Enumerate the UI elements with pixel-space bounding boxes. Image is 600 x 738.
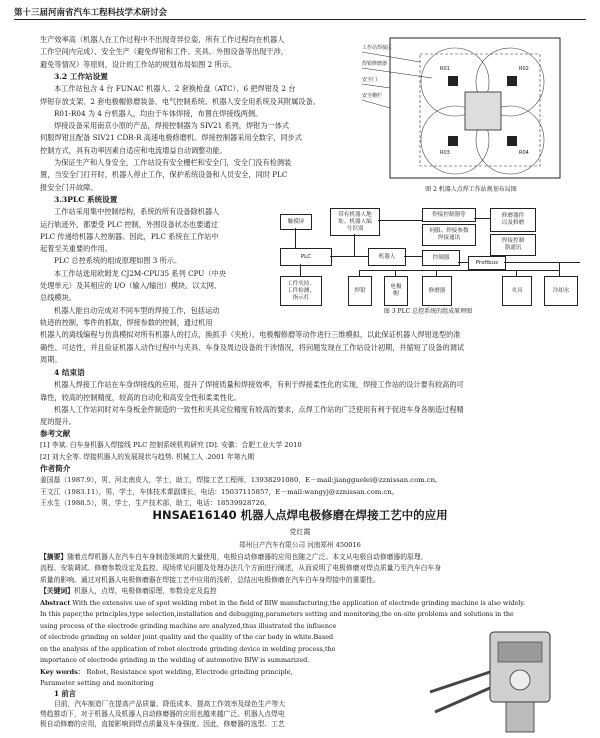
abstract-cn-line (40, 552, 560, 563)
abstract-cn (40, 552, 560, 598)
connector (395, 270, 396, 276)
text-line: PLC 传递给机器人控制器。因此，PLC 系统在工作站中 (40, 231, 219, 241)
header-rule (14, 19, 586, 20)
connector (330, 256, 368, 257)
abstract-cn-line: 质量的影响。通过对机器人电极修磨器在焊接工艺中应用的浅析，总结出电极修磨在汽车白车身焊接中的重要性。 (40, 575, 380, 584)
text-line: 周期。 (40, 354, 62, 364)
abstract-en-label: Abstract (40, 599, 71, 607)
fig3-weld-comm: 焊接控制 器通讯 (490, 234, 536, 256)
weld-gun-arm (435, 688, 490, 712)
text-line: 势趋推动下，对于机器人及机器人自动修磨器的应用也越来越广泛。机器人点焊电 (40, 710, 285, 718)
text-line: 处理单元）及其相应的 I/O（输入/输出）模块、以太网、 (40, 281, 222, 291)
section-heading: 1 前言 (54, 689, 76, 698)
connector (559, 262, 560, 276)
text-line: 控制方式，具有功率因素自适应和电流增益自动调整功能。 (40, 145, 227, 155)
author-item: 王水生（1988.5），男，学士，生产技术部，助工，电话：18539928726。 (40, 499, 272, 508)
connector (458, 262, 468, 263)
connector (516, 270, 517, 276)
text-line: 报安全门开故障。 (40, 182, 98, 192)
fig2-label: 安全栅栏 (362, 93, 383, 99)
text-line: 总线模块。 (40, 293, 76, 303)
keywords-cn-text: 机器人，点焊，电极修磨原理，参数设定及监控 (73, 587, 217, 596)
text-line: 置，当安全门打开时，机器人停止工作，保护系统设备和人员安全，同时 PLC (40, 170, 288, 180)
leader-line (362, 84, 390, 88)
connector (436, 270, 437, 276)
text-line: 伺服焊钳且配备 SIV21 CDR-R 高速电极修磨机。焊接控制器采用全数字，同步式 (40, 133, 302, 143)
text-line: 生产效率高（机器人在工作过程中不出现奇异位姿，所有工作过程均在机器人 (40, 35, 285, 44)
article-affiliation: 郑州日产汽车有限公司 河南郑州 450016 (239, 541, 361, 549)
article2-section-1 (40, 689, 380, 729)
text-line: 机器人工作站同时对车身板金件制造的一致性和夹具定位精度有较高的要求，点焊工作站的广泛使用有利于促进车身各制造过程精 (54, 404, 464, 414)
fig2-label: 安全门 (362, 77, 378, 83)
connector (504, 262, 580, 263)
abstract-cn-text: 随着点焊机器人在汽车白车身制造领域的大量使用，电极自动修磨器的应用也随之广泛。本文从电极自动修磨器的原理、 (67, 553, 428, 561)
robot-base-r04 (507, 136, 517, 146)
text-line: 机器人焊接工作站在车身焊接线的应用，提升了焊接质量和焊接效率，有利于焊接柔性化的实现。焊接工作站的设计要有较高的可 (54, 380, 464, 390)
fig2-robot-label: R01 (440, 66, 450, 72)
fig3-profibus: Profibus (468, 256, 506, 270)
connector (300, 264, 301, 276)
text-line: PLC 总控系统的组成原理如图 3 所示。 (54, 256, 182, 266)
abstract-cn-line: 流程、安装调试、修磨参数设定及监控、现场常见问题及处理办法几个方面进行阐述，从而说明了电极修磨对焊点质量乃至汽车白车身 (40, 564, 442, 573)
fig2-label: 焊钳修磨器 (362, 61, 388, 67)
layout-drawing (360, 32, 582, 182)
author-intro (40, 463, 560, 510)
abstract-en-line (40, 598, 560, 609)
fig3-robot: 机器人 (368, 248, 406, 266)
abstract-en-column (40, 621, 400, 689)
figure-2-caption: 图 2 机器人点焊工作站规划布局图 (425, 186, 517, 193)
text-line: 度的提升。 (40, 417, 76, 427)
text-line: 本工作站包含 4 台 FUNAC 机器人、2 套换枪盘（ATC）、6 把焊钳及 2 台 (54, 84, 296, 94)
keywords-cn-label: 【关键词】 (40, 587, 74, 596)
connector (404, 256, 422, 257)
text-line: 焊钳存放支架、2 套电极帽修磨装备、电气控制系统、机器人安全用系统及其附属设备。 (40, 96, 320, 106)
robot-base-r01 (448, 76, 458, 86)
connector (378, 220, 422, 221)
section-4 (40, 367, 560, 428)
text-line: 极自动修磨的应用，直接影响到焊点质量及车身强度。因此，修磨器的选型、工艺 (40, 720, 285, 728)
connector (474, 218, 490, 219)
fig3-fixture: 夹具 (502, 276, 532, 306)
article-author: 党红霞 (289, 528, 311, 536)
fig3-touchscreen: 触摸屏 (280, 214, 312, 230)
text-line: 本工作站选用欧姆龙 CJ2M-CPU35 系列 CPU（中央 (54, 268, 226, 278)
section-heading: 3.2 工作站设置 (54, 72, 108, 81)
keywords-en-line (40, 667, 400, 678)
grinder-stand (506, 702, 534, 732)
connector (295, 228, 296, 248)
grinder-cutter (510, 670, 530, 690)
journal-header: 第十三届河南省汽车工程科技学术研讨会 (14, 8, 168, 18)
abstract-cn-label: 【摘要】 (40, 553, 68, 561)
robot-base-r02 (507, 76, 517, 86)
text-line: 起着至关重要的作用。 (40, 244, 112, 254)
fig3-grinder-device: 修磨器件 以及修磨 (490, 208, 536, 232)
leader-line (362, 100, 390, 108)
fig3-weld-gun: 焊钳 (348, 276, 372, 306)
author-intro-heading: 作者简介 (40, 464, 71, 473)
connector (359, 270, 559, 271)
grinder-photo (420, 622, 570, 734)
abstract-en-line: using process of the electrode grinding machine are analyzed,thus illustrated the influence (40, 622, 337, 630)
figure-3-caption: 图 3 PLC 总控系统的组成原理图 (383, 308, 473, 315)
fig2-label: 工作站焊接区 (362, 45, 393, 51)
reference-item: [2] 刘大全等. 焊接机器人的发展现状与趋势. 机械工人 .2001 年第九期 (40, 452, 255, 461)
abstract-en-line: of electrode grinding on solder joint quality and the quality of the car body in white.Based (40, 633, 334, 642)
text-line: 机器人能自动完成对不同车型的焊接工作，包括运动 (54, 305, 220, 315)
connector (354, 234, 355, 256)
fig3-io: 工件夹持、 工件检测、 指示灯 (280, 276, 322, 306)
fig2-robot-label: R02 (519, 66, 529, 72)
fig3-cooling: 冷却水 (544, 276, 578, 306)
text-line: 轨迹的控制，零件的抓取，焊接参数的控制，通过机用 (40, 318, 213, 327)
text-line: 工作站采用集中控制结构，系统的所有设备除机器人 (54, 207, 220, 217)
author-item: 姜国磊（1987.9），男，河北南皮人，学士，助工，焊接工艺工程师，13938291080，E－mail:jiangguolei@zznissan.com.cn。 (40, 476, 442, 485)
text-line: 机器人的离线编程与仿真模拟对所有机器人的打点，换抓手（夹枪）、电极帽修磨等动作进行三维模拟，以此保证机器人焊钳选型的准 (40, 330, 461, 340)
fig3-servo: 伺服、焊接参数 焊接通讯 (422, 224, 476, 246)
abstract-en-line: In this paper,the principles,type selection,installation and debugging,parameters setting and monitoring,the on-site problems and solutions in the (40, 610, 514, 619)
grinder-illustration (420, 622, 570, 734)
text-line: 确性、可达性，并且验证机器人动作过程中与夹具、车身及周边设备的干涉情况，将问题发现在工作站设计初期，并缩短了设备的调试 (40, 342, 465, 352)
text-line: R01-R04 为 4 台机器人，均由于车体焊接，布置在焊接线两侧。 (54, 108, 263, 118)
abstract-en-text: With the extensive use of spot welding robot in the field of BIW manufacturing,the application of electrode grinding machine is also widely. (72, 599, 526, 607)
section-3-2 (40, 71, 350, 194)
abstract-en-line: on the analysis of the application of robot electrode grinding device in welding process,the (40, 644, 336, 653)
references (40, 428, 560, 463)
references-heading: 参考文献 (40, 429, 71, 438)
fig3-controller: 控制器 (422, 250, 460, 266)
keywords-en-line: Parameter setting and monitoring (40, 679, 154, 688)
connector (359, 270, 360, 276)
text-line: 工作空间内完成）、安全生产（避免焊钳和工件、夹具、外围设备等出现干涉， (40, 47, 288, 57)
keywords-cn-line (40, 586, 560, 597)
fig3-robot-id: 带有机器人地 址、机器人编 号识别 (330, 208, 380, 236)
fig3-tip: 电极 帽 (384, 276, 408, 306)
intro-paragraph (40, 34, 350, 71)
author-item: 王文江（1983.11），男，学士，车体技术课副课长，电话：15037115857，E－mail:wangyj@zznissan.com.cn。 (40, 487, 399, 496)
section-3-3 (40, 194, 268, 317)
weld-gun-arm (430, 672, 490, 692)
keywords-en-text: Robot, Resistance spot welding, Electrode grinding principle, (86, 667, 293, 676)
text-line: 焊接设备采用南京小原的产品，焊接控制器为 SIV21 系列，焊钳为一体式 (54, 121, 290, 131)
grinder-motor (498, 642, 542, 662)
figure-2 (360, 32, 582, 194)
reference-item: [1] 李斌. 白车身机器人焊接线 PLC 控制系统机构研究 [D]. 安徽：合肥工业大学 2010 (40, 441, 302, 450)
fig3-plc: PLC (280, 248, 332, 266)
section-heading: 3.3PLC 系统设置 (54, 195, 118, 204)
text-line: 避免等情况）等原则，设计的工作站的规划布局如图 2 所示。 (40, 59, 237, 69)
keywords-en-label: Key words： (40, 667, 85, 676)
abstract-en-line: importance of electrode grinding in the welding of automotive BIW is summarized. (40, 656, 310, 665)
fig2-robot-label: R04 (519, 150, 529, 156)
section-3-3-continued (40, 317, 560, 366)
text-line: 靠性，较高的控制精度，较高的自动化和高安全性和柔柔性化。 (40, 392, 242, 402)
fig3-weld-controller: 焊接控制器等 (422, 208, 476, 222)
fig2-robot-label: R03 (440, 150, 450, 156)
fig3-grinder: 修磨器 (422, 276, 452, 306)
figure-3 (272, 206, 584, 314)
car-body-fixture (465, 92, 501, 130)
abstract-en-full (40, 598, 560, 621)
text-line: 为保证生产和人身安全，工作站设有安全栅栏和安全门，安全门没有检测装 (54, 158, 292, 168)
article-title: HNSAE16140 机器人点焊电极修磨在焊接工艺中的应用 (152, 508, 448, 522)
robot-base-r03 (448, 136, 458, 146)
section-heading: 4 结束语 (54, 368, 85, 377)
text-line: 运行轨迹外，都要受 PLC 控制，外围设备状态也要通过 (40, 219, 218, 229)
text-line: 目前，汽车制造厂在提高产品质量、降低成本、提高工作效率及绿色生产等大 (54, 700, 286, 708)
